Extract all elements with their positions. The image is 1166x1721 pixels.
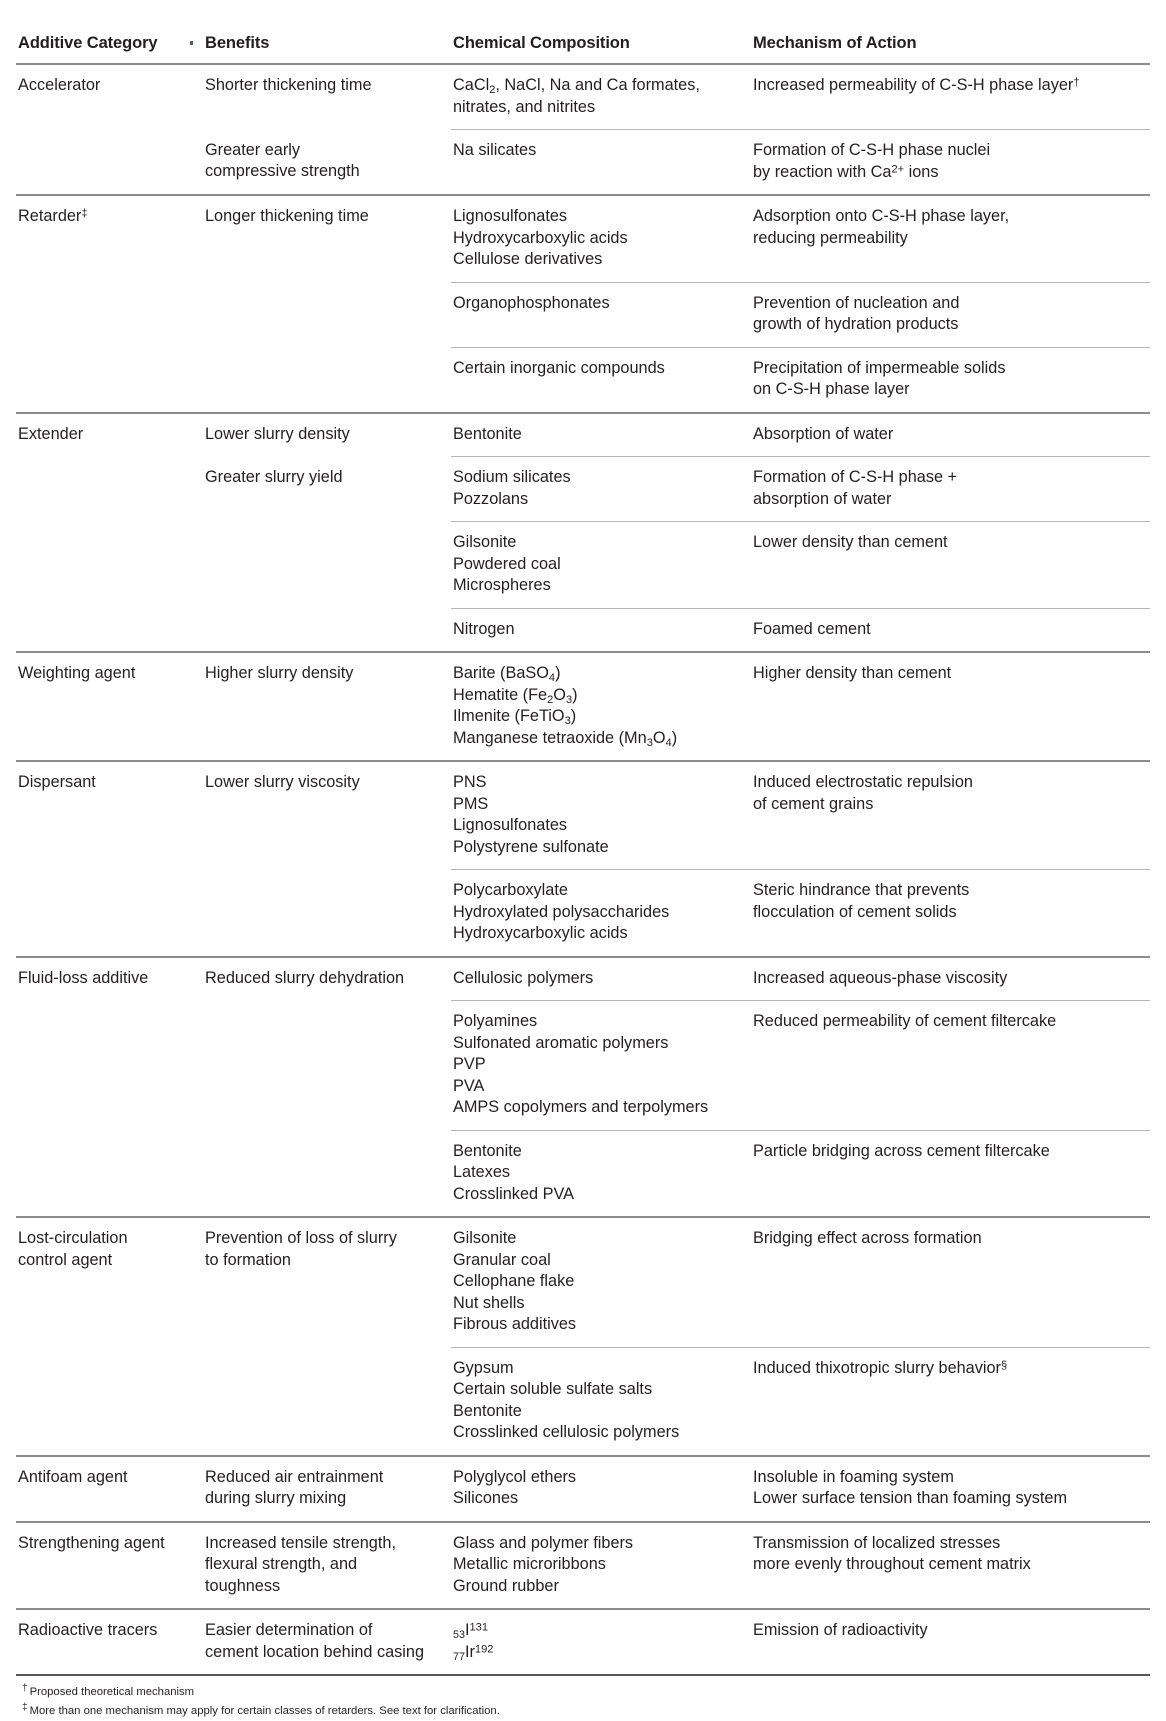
table-header-row xyxy=(16,25,1150,64)
cell-mechanism-of-action: Steric hindrance that prevents flocculation of cement solids xyxy=(751,870,1150,957)
cell-mechanism-of-action: Emission of radioactivity xyxy=(751,1609,1150,1674)
cell-benefits xyxy=(203,608,451,652)
cell-additive-category: Lost-circulation control agent xyxy=(16,1217,203,1456)
column-header-chemical-composition: Chemical Composition xyxy=(453,34,630,52)
footnote-mark: ‡ xyxy=(22,1701,28,1713)
cell-chemical-composition: Cellulosic polymers xyxy=(451,957,751,1001)
cell-chemical-composition: Lignosulfonates Hydroxycarboxylic acids Cellulose derivatives xyxy=(451,195,751,282)
cell-benefits xyxy=(203,1130,451,1217)
table-row xyxy=(16,1217,1150,1347)
table-row xyxy=(16,413,1150,457)
cell-benefits: Shorter thickening time xyxy=(203,64,451,130)
cell-mechanism-of-action: Particle bridging across cement filtercake xyxy=(751,1130,1150,1217)
cell-chemical-composition: Bentonite Latexes Crosslinked PVA xyxy=(451,1130,751,1217)
footnote xyxy=(22,1702,1150,1721)
cell-chemical-composition: Certain inorganic compounds xyxy=(451,347,751,413)
cell-chemical-composition: Polycarboxylate Hydroxylated polysaccharides Hydroxycarboxylic acids xyxy=(451,870,751,957)
cell-chemical-composition: $53I^{131}$ 77Ir$^{192}$ xyxy=(451,1609,751,1674)
column-header-mechanism-of-action: Mechanism of Action xyxy=(753,34,917,52)
table-row xyxy=(16,1456,1150,1522)
cell-mechanism-of-action: Higher density than cement xyxy=(751,652,1150,761)
cell-mechanism-of-action: Formation of C-S-H phase + absorption of water xyxy=(751,457,1150,522)
cell-additive-category: Radioactive tracers xyxy=(16,1609,203,1674)
cell-chemical-composition: Na silicates xyxy=(451,130,751,196)
footnote-text: Proposed theoretical mechanism xyxy=(29,1686,195,1698)
cell-mechanism-of-action: Formation of C-S-H phase nuclei by reaction with $Ca^{2+}$ ions xyxy=(751,130,1150,196)
cell-chemical-composition: Gilsonite Powdered coal Microspheres xyxy=(451,522,751,609)
footnotes xyxy=(16,1676,1150,1721)
cell-mechanism-of-action: Increased permeability of C-S-H phase layer† xyxy=(751,64,1150,130)
cell-benefits: Increased tensile strength, flexural strength, and toughness xyxy=(203,1522,451,1610)
cell-mechanism-of-action: Foamed cement xyxy=(751,608,1150,652)
cell-benefits xyxy=(203,870,451,957)
cell-mechanism-of-action: Induced electrostatic repulsion of cement grains xyxy=(751,761,1150,870)
cell-mechanism-of-action: Transmission of localized stresses more evenly throughout cement matrix xyxy=(751,1522,1150,1610)
cell-chemical-composition: Polyamines Sulfonated aromatic polymers PVP PVA AMPS copolymers and terpolymers xyxy=(451,1001,751,1131)
cell-chemical-composition: Organophosphonates xyxy=(451,282,751,347)
cell-chemical-composition: Barite (BaSO$_4$) Hematite $(Fe_2O_3)$ Ilmenite (FeTiO$_3$) Manganese tetraoxide $(Mn_3O_4)$ xyxy=(451,652,751,761)
cell-benefits xyxy=(203,347,451,413)
cell-mechanism-of-action: Increased aqueous-phase viscosity xyxy=(751,957,1150,1001)
column-header-benefits: Benefits xyxy=(205,34,270,52)
cell-mechanism-of-action: Absorption of water xyxy=(751,413,1150,457)
cell-mechanism-of-action: Prevention of nucleation and growth of hydration products xyxy=(751,282,1150,347)
cell-chemical-composition: CaCl$_2$, NaCl, Na and Ca formates, nitrates, and nitrites xyxy=(451,64,751,130)
table-row xyxy=(16,761,1150,870)
page-artifact-dot xyxy=(190,41,193,45)
table-row xyxy=(16,957,1150,1001)
cell-benefits: Longer thickening time xyxy=(203,195,451,282)
cell-mechanism-of-action: Insoluble in foaming system Lower surface tension than foaming system xyxy=(751,1456,1150,1522)
cell-mechanism-of-action: Reduced permeability of cement filtercake xyxy=(751,1001,1150,1131)
cell-chemical-composition: Bentonite xyxy=(451,413,751,457)
cell-benefits: Reduced slurry dehydration xyxy=(203,957,451,1001)
column-header-additive-category: Additive Category xyxy=(18,34,158,52)
cell-mechanism-of-action: Induced thixotropic slurry behavior§ xyxy=(751,1347,1150,1456)
table-row xyxy=(16,195,1150,282)
cell-mechanism-of-action: Bridging effect across formation xyxy=(751,1217,1150,1347)
cell-benefits: Greater early compressive strength xyxy=(205,140,360,180)
cell-chemical-composition: Sodium silicates Pozzolans xyxy=(451,457,751,522)
table-sheet xyxy=(0,25,1166,1717)
cell-additive-category: Dispersant xyxy=(16,761,203,957)
cell-benefits: Lower slurry viscosity xyxy=(203,761,451,870)
cell-mechanism-of-action: Precipitation of impermeable solids on C-S-H phase layer xyxy=(751,347,1150,413)
cell-benefits: Easier determination of cement location behind casing xyxy=(203,1609,451,1674)
cell-chemical-composition: Gypsum Certain soluble sulfate salts Bentonite Crosslinked cellulosic polymers xyxy=(451,1347,751,1456)
cell-benefits: Reduced air entrainment during slurry mixing xyxy=(203,1456,451,1522)
cell-benefits: Higher slurry density xyxy=(203,652,451,761)
cell-benefits xyxy=(203,1001,451,1131)
cell-chemical-composition: Glass and polymer fibers Metallic microribbons Ground rubber xyxy=(451,1522,751,1610)
cell-additive-category: Extender xyxy=(16,413,203,653)
cell-benefits xyxy=(203,522,451,609)
cell-additive-category: Strengthening agent xyxy=(16,1522,203,1610)
cell-benefits: Prevention of loss of slurry to formation xyxy=(203,1217,451,1347)
cell-additive-category: Antifoam agent xyxy=(16,1456,203,1522)
cell-benefits xyxy=(203,282,451,347)
cell-chemical-composition: Nitrogen xyxy=(451,608,751,652)
cell-additive-category: Fluid-loss additive xyxy=(16,957,203,1218)
table-row xyxy=(16,1522,1150,1610)
table-row xyxy=(16,652,1150,761)
cell-chemical-composition: Gilsonite Granular coal Cellophane flake Nut shells Fibrous additives xyxy=(451,1217,751,1347)
additives-table xyxy=(16,25,1150,1674)
table-row xyxy=(16,1609,1150,1674)
cell-additive-category: Weighting agent xyxy=(16,652,203,761)
footnote-text: More than one mechanism may apply for certain classes of retarders. See text for clarification. xyxy=(29,1705,500,1717)
cell-benefits: Lower slurry density xyxy=(203,413,451,457)
table-row xyxy=(16,64,1150,130)
footnote xyxy=(22,1683,1150,1702)
cell-benefits: Greater slurry yield xyxy=(205,467,343,486)
table-body xyxy=(16,64,1150,1674)
cell-additive-category: Accelerator xyxy=(16,64,203,195)
cell-chemical-composition: Polyglycol ethers Silicones xyxy=(451,1456,751,1522)
cell-mechanism-of-action: Lower density than cement xyxy=(751,522,1150,609)
cell-benefits xyxy=(203,1347,451,1456)
footnote-mark: † xyxy=(22,1682,28,1694)
cell-mechanism-of-action: Adsorption onto C-S-H phase layer, reducing permeability xyxy=(751,195,1150,282)
cell-chemical-composition: PNS PMS Lignosulfonates Polystyrene sulfonate xyxy=(451,761,751,870)
cell-additive-category: Retarder‡ xyxy=(16,195,203,413)
table-header xyxy=(16,25,1150,64)
